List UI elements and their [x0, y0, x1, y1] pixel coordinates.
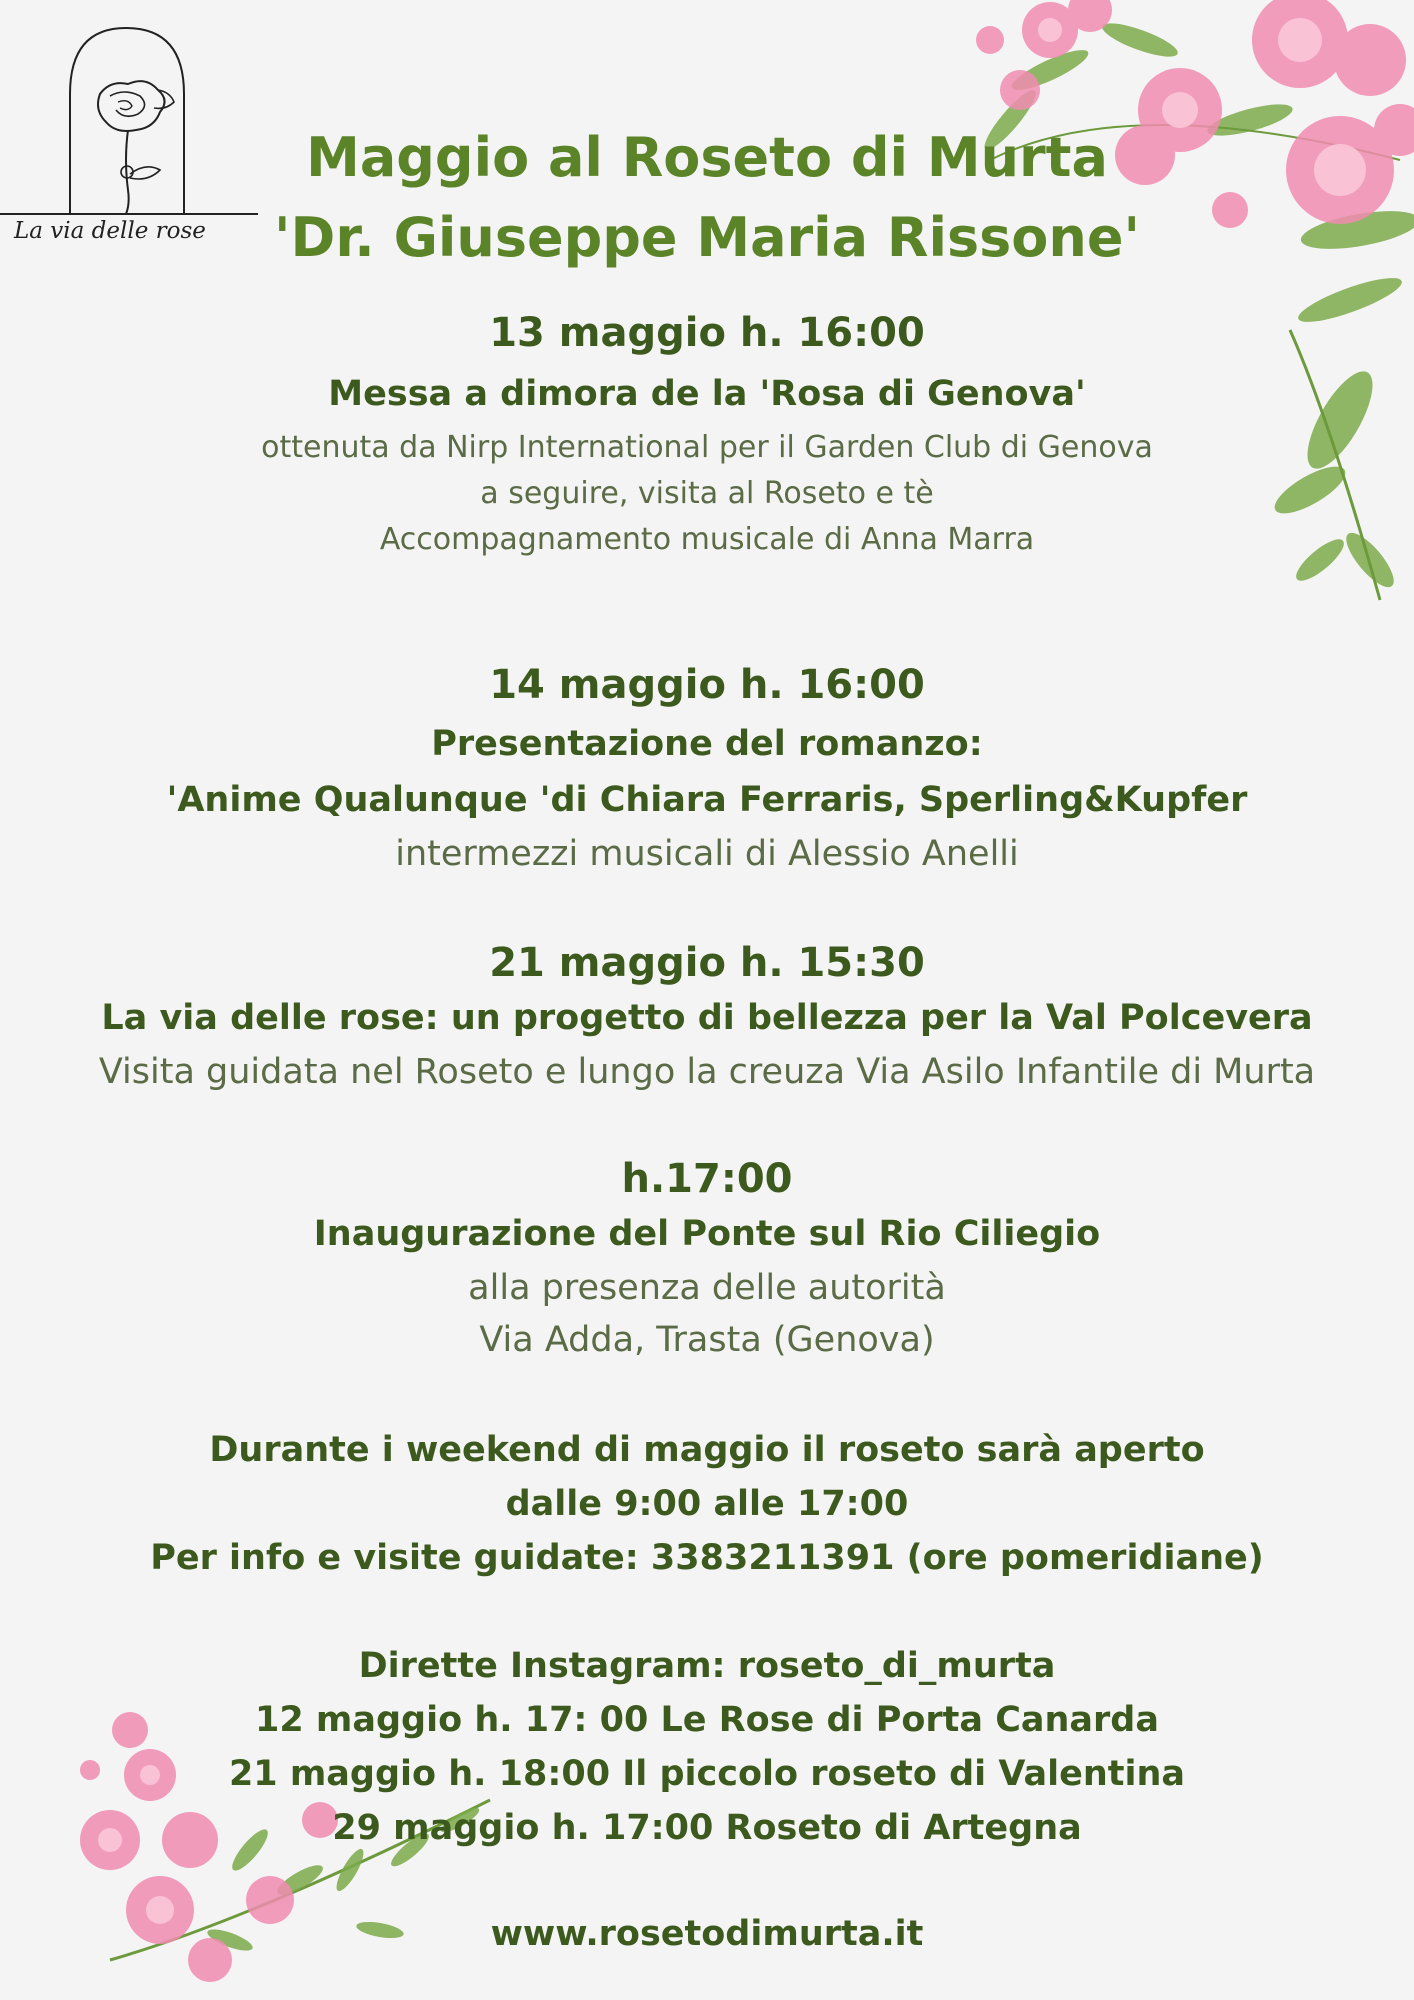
instagram-line2: 12 maggio h. 17: 00 Le Rose di Porta Canarda: [255, 1700, 1159, 1740]
info-line3: Per info e visite guidate: 3383211391 (ore pomeridiane): [150, 1538, 1264, 1578]
event1-date: 13 maggio h. 16:00: [489, 310, 925, 356]
event1-line3: Accompagnamento musicale di Anna Marra: [379, 522, 1035, 557]
event2-heading2: 'Anime Qualunque 'di Chiara Ferraris, Sperling&Kupfer: [166, 780, 1248, 820]
event4-date: h.17:00: [621, 1156, 793, 1202]
event2-line1: intermezzi musicali di Alessio Anelli: [395, 834, 1019, 874]
info-line2: dalle 9:00 alle 17:00: [505, 1484, 909, 1524]
event2-heading1: Presentazione del romanzo:: [431, 724, 983, 764]
bottom-left-flowers-decoration: [50, 1700, 500, 2000]
event3-line1: Visita guidata nel Roseto e lungo la creuza Via Asilo Infantile di Murta: [98, 1052, 1316, 1092]
title-line-2: 'Dr. Giuseppe Maria Rissone': [273, 206, 1140, 269]
event2-date: 14 maggio h. 16:00: [489, 662, 925, 708]
event4-line1: alla presenza delle autorità: [468, 1268, 946, 1308]
event1-heading: Messa a dimora de la 'Rosa di Genova': [328, 374, 1086, 414]
top-right-flowers-decoration: [930, 0, 1414, 610]
instagram-line3: 21 maggio h. 18:00 Il piccolo roseto di Valentina: [228, 1754, 1186, 1794]
instagram-line1: Dirette Instagram: roseto_di_murta: [358, 1646, 1056, 1686]
event3-date: 21 maggio h. 15:30: [489, 940, 925, 986]
event1-line2: a seguire, visita al Roseto e tè: [480, 476, 934, 511]
instagram-line4: 29 maggio h. 17:00 Roseto di Artegna: [332, 1808, 1082, 1848]
website-link[interactable]: www.rosetodimurta.it: [490, 1914, 924, 1954]
logo-text: La via delle rose: [14, 218, 206, 244]
title-line-1: Maggio al Roseto di Murta: [306, 126, 1108, 189]
info-line1: Durante i weekend di maggio il roseto sarà aperto: [209, 1430, 1205, 1470]
event3-heading: La via delle rose: un progetto di bellezza per la Val Polcevera: [101, 998, 1313, 1038]
event4-line2: Via Adda, Trasta (Genova): [479, 1320, 935, 1360]
event1-line1: ottenuta da Nirp International per il Garden Club di Genova: [261, 430, 1153, 465]
event4-heading: Inaugurazione del Ponte sul Rio Ciliegio: [313, 1214, 1101, 1254]
